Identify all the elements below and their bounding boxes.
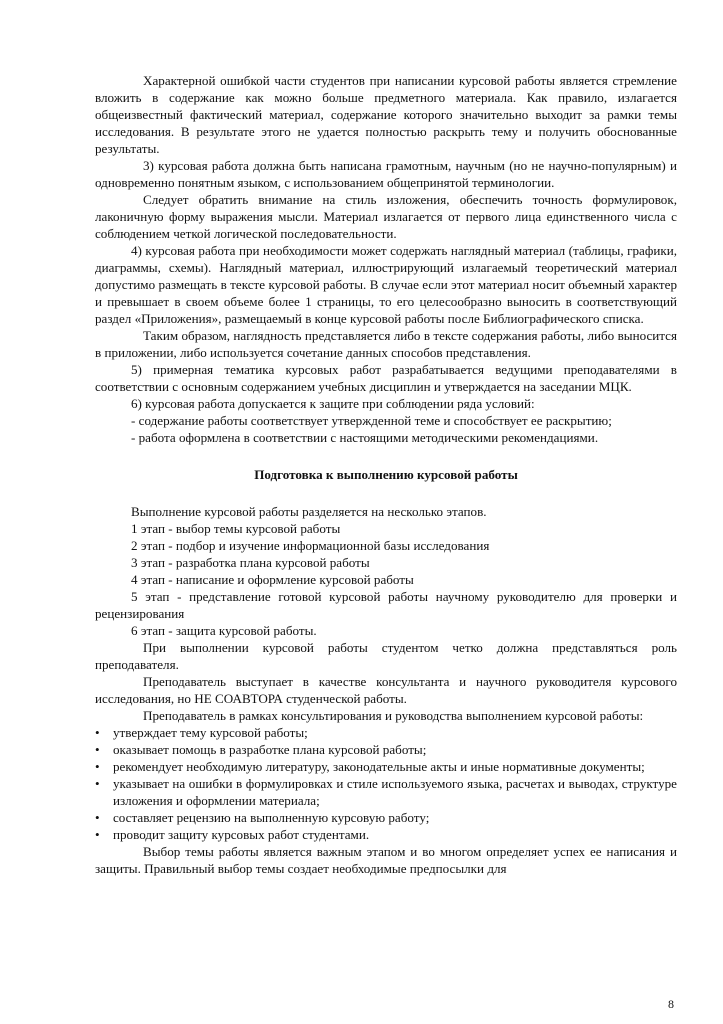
document-page — [95, 72, 677, 877]
bullet-item — [95, 809, 677, 826]
bullet-text: проводит защиту курсовых работ студентами. — [113, 827, 370, 842]
stage-item: 1 этап - выбор темы курсовой работы — [131, 521, 341, 536]
bullet-item — [95, 826, 677, 843]
paragraph: При выполнении курсовой работы студентом четко должна представляться роль преподавателя. — [95, 640, 677, 672]
paragraph: 5) примерная тематика курсовых работ разрабатывается ведущими преподавателями в соответствии с основным содержанием учебных дисциплин и утверждается на заседании МЦК. — [95, 362, 677, 394]
page-number: 8 — [668, 997, 674, 1011]
stage-item: 5 этап - представление готовой курсовой работы научному руководителю для проверки и рецензирования — [95, 589, 677, 621]
bullet-text: рекомендует необходимую литературу, законодательные акты и иные нормативные документы; — [113, 759, 645, 774]
bullet-text: оказывает помощь в разработке плана курсовой работы; — [113, 742, 427, 757]
paragraph: Таким образом, наглядность представляется либо в тексте содержания работы, либо выносится в приложении, либо используется сочетание данных способов представления. — [95, 328, 677, 360]
bullet-text: указывает на ошибки в формулировках и стиле используемого языка, расчетах и выводах, структуре изложения и оформлении материала; — [113, 776, 677, 808]
section-heading: Подготовка к выполнению курсовой работы — [254, 467, 518, 482]
stages-intro: Выполнение курсовой работы разделяется на несколько этапов. — [131, 504, 487, 519]
stage-item: 4 этап - написание и оформление курсовой работы — [131, 572, 414, 587]
bullet-mark: • — [95, 725, 100, 740]
paragraph: Выбор темы работы является важным этапом и во многом определяет успех ее написания и защиты. Правильный выбор темы создает необходимые предпосылки для — [95, 844, 677, 876]
bullet-mark: • — [95, 742, 100, 757]
bullet-mark: • — [95, 827, 100, 842]
paragraph: 3) курсовая работа должна быть написана грамотным, научным (но не научно-популярным) и одновременно понятным языком, с использованием общепринятой терминологии. — [95, 158, 677, 190]
bullet-item — [95, 741, 677, 758]
paragraph: Следует обратить внимание на стиль изложения, обеспечить точность формулировок, лаконичную форму выражения мысли. Материал излагается от первого лица единственного числа с соблюдением четкой логической последовательности. — [95, 192, 677, 241]
paragraph: 4) курсовая работа при необходимости может содержать наглядный материал (таблицы, графики, диаграммы, схемы). Наглядный материал, иллюстрирующий излагаемый теоретический материал допустимо размещать в тексте курсовой работы. В случае если этот материал носит объемный характер и превышает в своем объеме более 1 страницы, то его целесообразно выносить в соответствующий раздел «Приложения», размещаемый в конце курсовой работы после Библиографического списка. — [95, 243, 677, 326]
bullet-mark: • — [95, 776, 100, 791]
stage-item: 2 этап - подбор и изучение информационной базы исследования — [131, 538, 490, 553]
paragraph: Преподаватель в рамках консультирования и руководства выполнением курсовой работы: — [143, 708, 644, 723]
bullet-item — [95, 758, 677, 775]
paragraph: Характерной ошибкой части студентов при написании курсовой работы является стремление вложить в содержание как можно больше предметного материала. Как правило, излагается общеизвестный фактический материал, содержание которого значительно выходит за рамки темы исследования. В результате этого не удается полностью раскрыть тему и получить обоснованные результаты. — [95, 73, 677, 156]
bullet-mark: • — [95, 810, 100, 825]
stage-item: 3 этап - разработка плана курсовой работы — [131, 555, 370, 570]
bullet-item — [95, 724, 677, 741]
stage-item: 6 этап - защита курсовой работы. — [131, 623, 317, 638]
bullet-mark: • — [95, 759, 100, 774]
bullet-text: утверждает тему курсовой работы; — [113, 725, 308, 740]
bullet-text: составляет рецензию на выполненную курсовую работу; — [113, 810, 430, 825]
dash-item: - содержание работы соответствует утвержденной теме и способствует ее раскрытию; — [131, 413, 612, 428]
paragraph: Преподаватель выступает в качестве консультанта и научного руководителя курсового исследования, но НЕ СОАВТОРА студенческой работы. — [95, 674, 677, 706]
paragraph: 6) курсовая работа допускается к защите при соблюдении ряда условий: — [131, 396, 535, 411]
dash-item: - работа оформлена в соответствии с настоящими методическими рекомендациями. — [131, 430, 599, 445]
bullet-item — [95, 775, 677, 809]
